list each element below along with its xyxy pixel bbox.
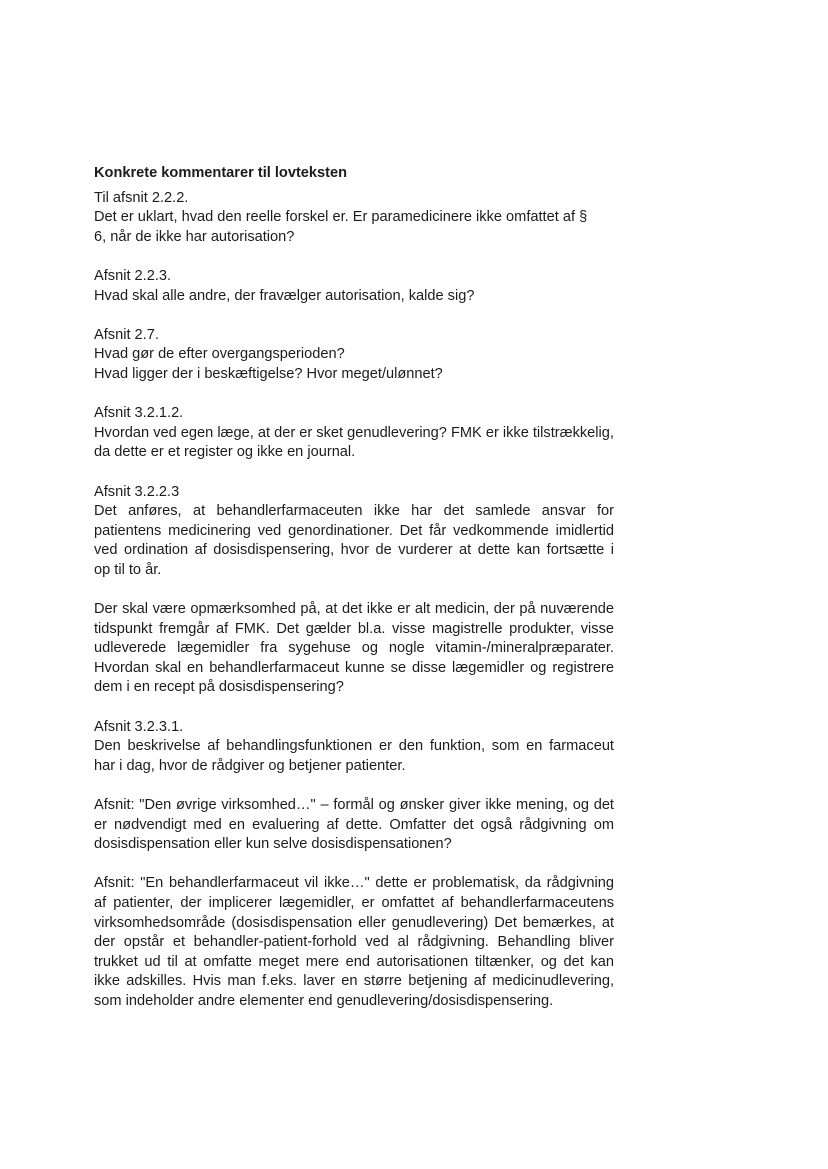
paragraph-line: dem i en recept på dosisdispensering? (94, 679, 344, 696)
paragraph-line: 6, når de ikke har autorisation? (94, 228, 295, 245)
document-page (94, 164, 614, 1031)
paragraph-line: Afsnit: "Den øvrige virksomhed…" – formål og ønsker giver ikke mening, og det (94, 797, 614, 813)
paragraph-line: virksomhedsområde (dosisdispensation eller genudlevering) Det bemærkes, at (94, 914, 614, 931)
paragraph-line: Hvordan ved egen læge, at der er sket genudlevering? FMK er ikke tilstrækkelig, (94, 424, 614, 441)
section-behandlerfarmaceut (94, 874, 614, 1011)
section-3-2-2-3 (94, 483, 614, 581)
paragraph-line: ikke adskilles. Hvis man f.eks. laver en større betjening af medicinudlevering, (94, 973, 614, 990)
paragraph-line: udleverede lægemidler fra sygehuse og nogle vitamin-/mineralpræparater. (94, 640, 614, 657)
section-title: Afsnit 3.2.3.1. (94, 718, 184, 735)
paragraph-line: Den beskrivelse af behandlingsfunktionen er den funktion, som en farmaceut (94, 738, 614, 755)
section-oevrige-virksomhed (94, 796, 614, 855)
document-heading: Konkrete kommentarer til lovteksten (94, 165, 348, 181)
paragraph-line: Det er uklart, hvad den reelle forskel er. Er paramedicinere ikke omfattet af § (94, 209, 588, 226)
section-title: Afsnit 2.7. (94, 326, 159, 343)
paragraph-fmk-note (94, 600, 614, 698)
paragraph-line: op til to år. (94, 561, 162, 578)
section-title: Afsnit 2.2.3. (94, 267, 172, 284)
paragraph-line: som indeholder andre elementer end genudlevering/dosisdispensering. (94, 992, 554, 1009)
paragraph-line: har i dag, hvor de rådgiver og betjener patienter. (94, 757, 406, 774)
section-3-2-3-1 (94, 718, 614, 777)
paragraph-line: Det anføres, at behandlerfarmaceuten ikke har det samlede ansvar for (94, 503, 614, 520)
paragraph-line: er nødvendigt med en evaluering af dette. Omfatter det også rådgivning om (94, 816, 614, 833)
paragraph-line: af patienter, der implicerer lægemidler, er omfattet af behandlerfarmaceutens (94, 894, 614, 911)
paragraph-line: Hvad gør de efter overgangsperioden? (94, 346, 345, 363)
section-title: Afsnit 3.2.1.2. (94, 405, 184, 422)
paragraph-line: Afsnit: "En behandlerfarmaceut vil ikke…" dette er problematisk, da rådgivning (94, 875, 614, 892)
paragraph-line: patientens medicinering ved genordinationer. Det får vedkommende imidlertid (94, 522, 614, 539)
paragraph-line: ved ordination af dosisdispensering, hvor de vurderer at dette kan fortsætte i (94, 542, 614, 559)
section-2-2-2 (94, 189, 614, 248)
paragraph-line: dosisdispensation eller kun selve dosisdispensationen? (94, 836, 452, 853)
paragraph-line: Hvad skal alle andre, der fravælger autorisation, kalde sig? (94, 287, 475, 304)
paragraph-line: Der skal være opmærksomhed på, at det ikke er alt medicin, der på nuværende (94, 601, 614, 618)
paragraph-line: der opstår et behandler-patient-forhold ved al rådgivning. Behandling bliver (94, 934, 614, 951)
section-3-2-1-2 (94, 404, 614, 463)
section-title: Til afsnit 2.2.2. (94, 189, 189, 206)
paragraph-line: da dette er et register og ikke en journal. (94, 444, 356, 461)
paragraph-line: trukket ud til at omfatte meget mere end autorisationen tiltænker, og det kan (94, 953, 614, 970)
paragraph-line: Hvad ligger der i beskæftigelse? Hvor meget/ulønnet? (94, 365, 443, 382)
paragraph-line: Hvordan skal en behandlerfarmaceut kunne se disse lægemidler og registrere (94, 659, 614, 676)
section-2-2-3 (94, 267, 614, 306)
section-title: Afsnit 3.2.2.3 (94, 483, 180, 500)
section-2-7 (94, 326, 614, 385)
paragraph-line: tidspunkt fremgår af FMK. Det gælder bl.a. visse magistrelle produkter, visse (94, 620, 614, 637)
